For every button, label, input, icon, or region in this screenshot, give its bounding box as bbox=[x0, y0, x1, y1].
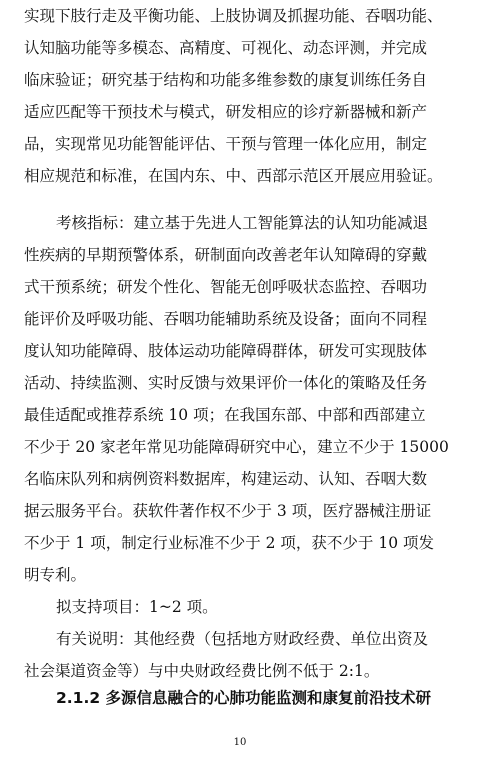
support-items-line: 拟支持项目：1~2 项。 bbox=[56, 598, 218, 616]
paragraph-line: 相应规范和标准，在国内东、中、西部示范区开展应用验证。 bbox=[24, 167, 443, 185]
page-number: 10 bbox=[233, 737, 247, 748]
section-heading: 2.1.2 多源信息融合的心肺功能监测和康复前沿技术研 bbox=[56, 689, 432, 707]
paragraph-line: 据云服务平台。获软件著作权不少于 3 项，医疗器械注册证 bbox=[24, 502, 432, 520]
paragraph-line: 度认知功能障碍、肢体运动功能障碍群体，研发可实现肢体 bbox=[24, 342, 428, 360]
remarks-line: 社会渠道资金等）与中央财政经费比例不低于 2:1。 bbox=[24, 662, 380, 680]
assessment-indicators-line: 考核指标：建立基于先进人工智能算法的认知功能减退 bbox=[56, 214, 429, 232]
paragraph-line: 名临床队列和病例资料数据库，构建运动、认知、吞咽大数 bbox=[24, 470, 428, 488]
paragraph-line: 不少于 1 项，制定行业标准不少于 2 项，获不少于 10 项发 bbox=[24, 534, 435, 552]
paragraph-line: 不少于 20 家老年常见功能障碍研究中心，建立不少于 15000 bbox=[24, 438, 449, 456]
paragraph-line: 能评价及呼吸功能、吞咽功能辅助系统及设备；面向不同程 bbox=[24, 310, 428, 328]
paragraph-line: 明专利。 bbox=[24, 566, 87, 584]
remarks-line: 有关说明：其他经费（包括地方财政经费、单位出资及 bbox=[56, 630, 429, 648]
paragraph-line: 认知脑功能等多模态、高精度、可视化、动态评测，并完成 bbox=[24, 39, 428, 57]
paragraph-line: 活动、持续监测、实时反馈与效果评价一体化的策略及任务 bbox=[24, 374, 428, 392]
paragraph-line: 性疾病的早期预警体系，研制面向改善老年认知障碍的穿戴 bbox=[24, 246, 428, 264]
paragraph-line: 实现下肢行走及平衡功能、上肢协调及抓握功能、吞咽功能、 bbox=[24, 7, 443, 25]
paragraph-line: 式干预系统；研发个性化、智能无创呼吸状态监控、吞咽功 bbox=[24, 278, 428, 296]
paragraph-line: 适应匹配等干预技术与模式，研发相应的诊疗新器械和新产 bbox=[24, 103, 428, 121]
paragraph-line: 最佳适配或推荐系统 10 项；在我国东部、中部和西部建立 bbox=[24, 406, 426, 424]
paragraph-line: 临床验证；研究基于结构和功能多维参数的康复训练任务自 bbox=[24, 71, 428, 89]
paragraph-line: 品，实现常见功能智能评估、干预与管理一体化应用，制定 bbox=[24, 135, 428, 153]
